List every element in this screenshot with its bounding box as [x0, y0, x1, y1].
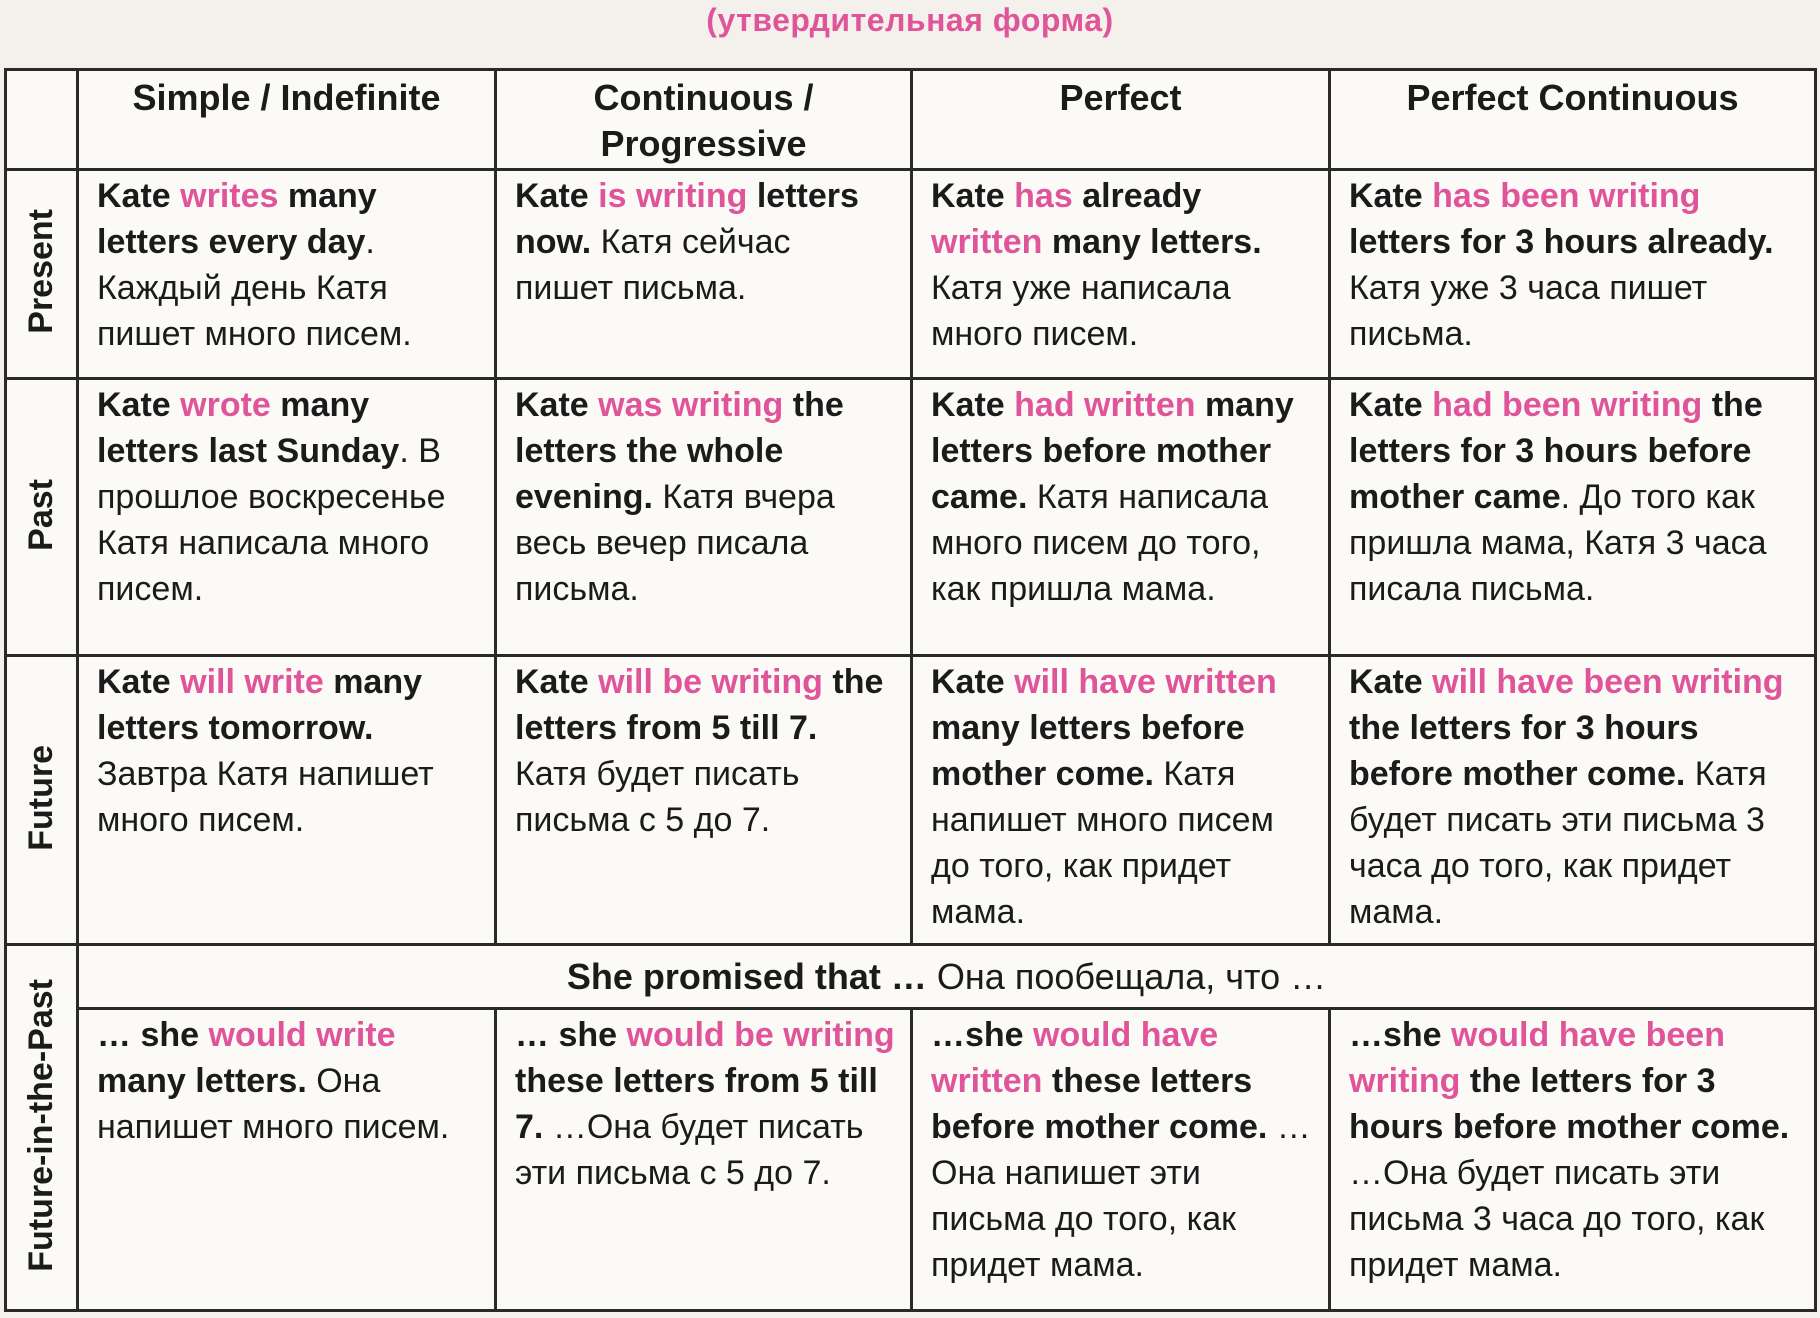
table-cell: Kate will write many letters tomorrow. Завтра Катя напишет много писем. [78, 656, 496, 945]
table-cell: …she would have written these letters before mother come. …Она напишет эти письма до того, как придет мама. [912, 1009, 1330, 1311]
row-header-past: Past [6, 378, 78, 656]
column-header-simple: Simple / Indefinite [78, 70, 496, 170]
table-cell: Kate has already written many letters. Катя уже написала много писем. [912, 169, 1330, 378]
table-cell: Kate will have been writing the letters for 3 hours before mother come. Катя будет писать эти письма 3 часа до того, как придет мама. [1330, 656, 1816, 945]
table-row-present [6, 169, 1816, 378]
table-cell: Kate writes many letters every day. Каждый день Катя пишет много писем. [78, 169, 496, 378]
column-header-perfect: Perfect [912, 70, 1330, 170]
header-row [6, 70, 1816, 170]
row-header-future: Future [6, 656, 78, 945]
table-cell: … she would be writing these letters from 5 till 7. …Она будет писать эти письма с 5 до 7. [496, 1009, 912, 1311]
table-row-future-in-the-past [6, 1009, 1816, 1311]
page-title: (утвердительная форма) [706, 2, 1114, 38]
row-header-present: Present [6, 169, 78, 378]
table-row-future-in-the-past-banner [6, 944, 1816, 1008]
table-cell: Kate is writing letters now. Катя сейчас пишет письма. [496, 169, 912, 378]
table-row-future [6, 656, 1816, 945]
table-corner [6, 70, 78, 170]
table-cell: … she would write many letters. Она напишет много писем. [78, 1009, 496, 1311]
table-cell: Kate had written many letters before mother came. Катя написала много писем до того, как пришла мама. [912, 378, 1330, 656]
column-header-continuous: Continuous / Progressive [496, 70, 912, 170]
table-cell: Kate will have written many letters before mother come. Катя напишет много писем до того, как придет мама. [912, 656, 1330, 945]
table-cell: Kate had been writing the letters for 3 hours before mother came. До того как пришла мама, Катя 3 часа писала письма. [1330, 378, 1816, 656]
table-cell: Kate was writing the letters the whole evening. Катя вчера весь вечер писала письма. [496, 378, 912, 656]
table-cell: Kate wrote many letters last Sunday. В прошлое воскресенье Катя написала много писем. [78, 378, 496, 656]
column-header-perfect-continuous: Perfect Continuous [1330, 70, 1816, 170]
table-cell: …she would have been writing the letters for 3 hours before mother come. …Она будет писать эти письма 3 часа до того, как придет мама. [1330, 1009, 1816, 1311]
row-header-future-in-the-past: Future-in-the-Past [6, 944, 78, 1310]
table-cell: Kate will be writing the letters from 5 till 7. Катя будет писать письма с 5 до 7. [496, 656, 912, 945]
future-in-the-past-banner: She promised that … Она пообещала, что … [78, 944, 1816, 1008]
table-cell: Kate has been writing letters for 3 hours already. Катя уже 3 часа пишет письма. [1330, 169, 1816, 378]
table-row-past [6, 378, 1816, 656]
tenses-table [4, 68, 1817, 1312]
